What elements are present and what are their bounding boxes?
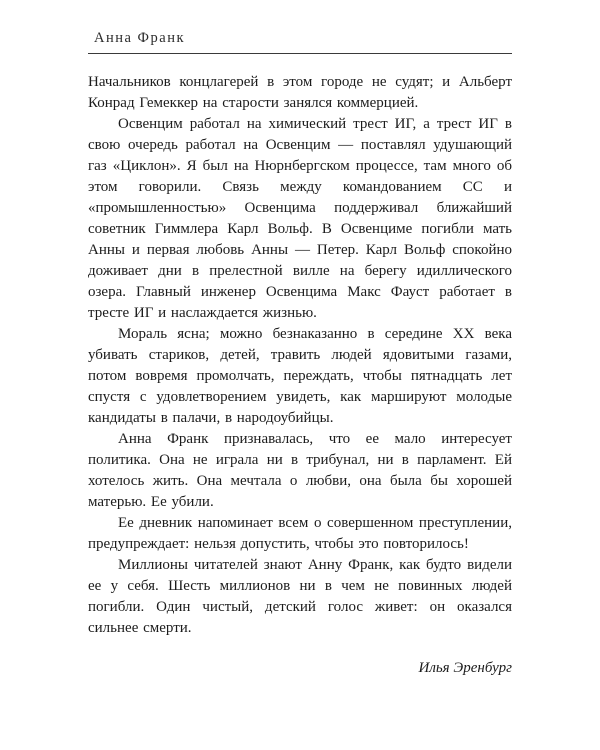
author-signature: Илья Эренбург: [418, 660, 512, 676]
header-rule: [88, 53, 512, 54]
paragraph: Начальников концлагерей в этом городе не судят; и Альберт Конрад Гемеккер на старости занялся коммерцией.: [88, 74, 512, 111]
paragraph: Анна Франк признавалась, что ее мало интересует политика. Она не играла ни в трибунал, ни в парламент. Ей хотелось жить. Она мечтала о любви, она была бы хорошей матерью. Ее убили.: [88, 431, 512, 510]
paragraph: Ее дневник напоминает всем о совершенном преступлении, предупреждает: нельзя допустить, чтобы это повторилось!: [88, 515, 512, 552]
running-header-title: Анна Франк: [94, 30, 185, 46]
body-text: [88, 72, 512, 639]
running-header: [88, 30, 512, 53]
paragraph: Мораль ясна; можно безнаказанно в середине XX века убивать стариков, детей, травить людей ядовитыми газами, потом вовремя промолчать, переждать, чтобы пятнадцать лет спустя с удовлетворением увидеть, как маршируют молодые кандидаты в палачи, в народоубийцы.: [88, 326, 512, 426]
paragraph: Освенцим работал на химический трест ИГ, а трест ИГ в свою очередь работал на Освенцим — поставлял удушающий газ «Циклон». Я был на Нюрнбергском процессе, там много об этом говорили. Связь между командованием СС и «промышленностью» Освенцима поддерживал ближайший советник Гиммлера Карл Вольф. В Освенциме погибли мать Анны и первая любовь Анны — Петер. Карл Вольф спокойно доживает дни в прелестной вилле на берегу идиллического озера. Главный инженер Освенцима Макс Фауст работает в тресте ИГ и наслаждается жизнью.: [88, 116, 512, 321]
paragraph: Миллионы читателей знают Анну Франк, как будто видели ее у себя. Шесть миллионов ни в чем не повинных людей погибли. Один чистый, детский голос живет: он оказался сильнее смерти.: [88, 557, 512, 636]
